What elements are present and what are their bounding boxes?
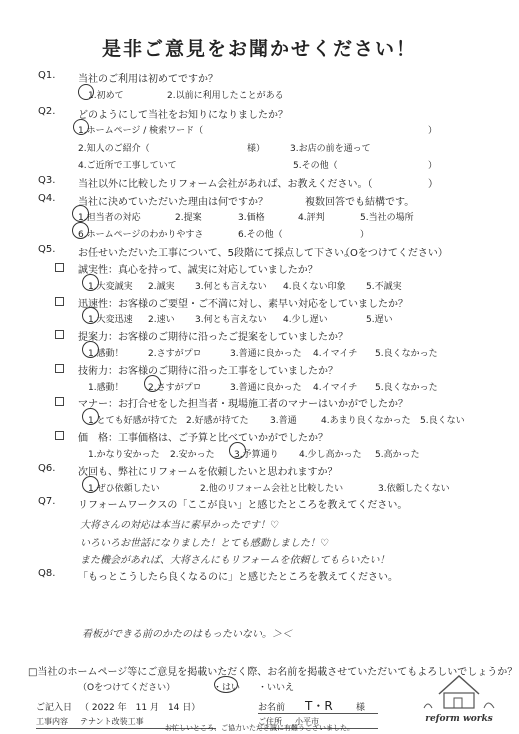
name-suffix: 様 — [356, 703, 366, 713]
name-underline — [258, 713, 378, 714]
q5-item-4-opt-3[interactable]: 3.普通に良かった — [230, 383, 302, 393]
q4-option-7[interactable]: 6.その他（ — [238, 230, 283, 240]
date-value[interactable]: （ 2022 年 11 月 14 日） — [80, 703, 201, 713]
q5-item-3-opt-2[interactable]: 2.さすがプロ — [148, 349, 202, 359]
q5-item-2-opt-1[interactable]: 1.大変迅速 — [88, 315, 133, 325]
selection-circle — [82, 307, 99, 324]
q5-item-6-opt-3[interactable]: 3.予算通り — [234, 450, 279, 460]
logo-text: reform works — [425, 714, 493, 724]
q5-text: お任せいただいた工事について、5段階にて採点して下さい。 — [78, 248, 354, 259]
q6-text: 次回も、弊社にリフォームを依頼したいと思われますか？ — [78, 467, 338, 478]
q2-text: どのようにして当社をお知りになりましたか？ — [78, 110, 288, 121]
q5-item-4-opt-4[interactable]: 4.イマイチ — [313, 383, 358, 393]
q7-text: リフォームワークスの「ここが良い」と感じたところを教えてください。 — [78, 500, 408, 511]
q4-number: Q4. — [38, 193, 56, 204]
q4-option-3[interactable]: 3.価格 — [238, 213, 265, 223]
house-icon — [414, 672, 504, 710]
selection-circle — [72, 205, 89, 222]
reform-works-logo — [414, 672, 504, 724]
q2-option-1-close: ） — [428, 126, 438, 136]
q5-item-5-opt-4[interactable]: 4.あまり良くなかった — [321, 416, 411, 426]
q5-item-2-opt-4[interactable]: 4.少し遅い — [283, 315, 328, 325]
selection-circle — [213, 676, 241, 693]
q2-option-4[interactable]: 4.ご近所で工事していて — [78, 161, 177, 171]
footer-line-1: お忙しいところ、ご協力いただき誠に有難うございました。 — [165, 724, 354, 732]
selection-circle — [73, 119, 89, 135]
q5-item-1-opt-2[interactable]: 2.誠実 — [148, 282, 175, 292]
q5-item-3-question: 提案力：お客様のご期待に沿ったご提案をしていましたか？ — [78, 332, 348, 343]
q2-number: Q2. — [38, 106, 56, 117]
q5-item-5-question: マナー：お打合せをした担当者・現場施工者のマナーはいかがでしたか？ — [78, 399, 408, 410]
name-label: お名前 — [258, 703, 286, 713]
q4-option-1[interactable]: 1.担当者の対応 — [78, 213, 141, 223]
checkbox[interactable] — [55, 330, 64, 339]
q5-item-6-opt-4[interactable]: 4.少し高かった — [299, 450, 362, 460]
q2-option-5[interactable]: 5.その他（ — [293, 161, 338, 171]
checkbox[interactable] — [55, 397, 64, 406]
q5-item-1-question: 誠実性：真心を持って、誠実に対応していましたか？ — [78, 265, 318, 276]
q5-item-3-opt-4[interactable]: 4.イマイチ — [313, 349, 358, 359]
q5-item-2-question: 迅速性：お客様のご要望・ご不満に対し、素早い対応をしていましたか？ — [78, 299, 408, 310]
page-title: 是非ご意見をお聞かせください！ — [101, 38, 417, 60]
q6-option-2[interactable]: 2.他のリフォーム会社と比較したい — [200, 484, 344, 494]
q6-option-3[interactable]: 3.依頼したくない — [378, 484, 450, 494]
address-label: ご住所 — [258, 717, 282, 726]
consent-note: （Oをつけてください） — [78, 683, 176, 693]
q2-option-2-suffix: 様） — [247, 144, 266, 154]
selection-circle — [78, 84, 94, 100]
q5-item-5-opt-2[interactable]: 2.好感が持てた — [186, 416, 249, 426]
q5-item-2-opt-2[interactable]: 2.速い — [148, 315, 175, 325]
work-value[interactable]: テナント改装工事 — [80, 717, 144, 726]
q3-number: Q3. — [38, 175, 56, 186]
q5-note: （Oをつけてください） — [340, 248, 448, 259]
q5-item-4-opt-1[interactable]: 1.感動！ — [88, 383, 124, 393]
q4-option-7-close: ） — [360, 230, 370, 240]
q5-item-2-opt-5[interactable]: 5.遅い — [366, 315, 393, 325]
selection-circle — [82, 408, 99, 425]
q5-item-4-opt-5[interactable]: 5.良くなかった — [375, 383, 438, 393]
q5-item-2-opt-3[interactable]: 3.何とも言えない — [195, 315, 267, 325]
selection-circle — [72, 222, 89, 239]
q4-note: 複数回答でも結構です。 — [305, 197, 415, 208]
q1-option-2[interactable]: 2.以前に利用したことがある — [167, 91, 284, 101]
consent-question: □当社のホームページ等にご意見を掲載いただく際、お名前を掲載させていただいてもよろしいでしょうか？ — [28, 667, 518, 678]
q1-option-1[interactable]: 1.初めて — [88, 91, 124, 101]
q3-text: 当社以外に比較したリフォーム会社があれば、お教えください。（ — [78, 179, 373, 190]
q1-text: 当社のご利用は初めてですか？ — [78, 74, 218, 85]
q7-number: Q7. — [38, 496, 56, 507]
q7-answer-line-3: また機会があれば、大将さんにもリフォームを依頼してもらいたい！ — [80, 555, 390, 566]
q7-answer-line-2: いろいろお世話になりました！とても感動しました！♡ — [80, 538, 329, 549]
q5-item-4-opt-2[interactable]: 2.さすがプロ — [148, 383, 202, 393]
q5-item-1-opt-5[interactable]: 5.不誠実 — [366, 282, 402, 292]
selection-circle — [82, 476, 99, 493]
q3-close: ） — [428, 179, 438, 190]
date-label: ご記入日 — [36, 703, 73, 713]
selection-circle — [82, 274, 99, 291]
q5-item-4-question: 技術力：お客様のご期待に沿った工事をしていましたか？ — [78, 366, 338, 377]
q5-item-5-opt-3[interactable]: 3.普通 — [270, 416, 297, 426]
q6-option-1[interactable]: 1.ぜひ依頼したい — [88, 484, 160, 494]
address-value[interactable]: 小平市 — [295, 717, 319, 726]
q8-text: 「もっとこうしたら良くなるのに」と感じたところを教えてください。 — [78, 572, 398, 583]
work-label: 工事内容 — [36, 717, 68, 726]
q5-item-1-opt-3[interactable]: 3.何とも言えない — [195, 282, 267, 292]
checkbox[interactable] — [55, 364, 64, 373]
checkbox[interactable] — [55, 297, 64, 306]
q5-item-1-opt-4[interactable]: 4.良くない印象 — [283, 282, 346, 292]
q6-number: Q6. — [38, 463, 56, 474]
q8-answer: 看板ができる前のかたのはもったいない。＞＜ — [82, 629, 292, 640]
q4-option-4[interactable]: 4.評判 — [298, 213, 325, 223]
q5-item-3-opt-1[interactable]: 1.感動！ — [88, 349, 124, 359]
q5-item-6-opt-1[interactable]: 1.かなり安かった — [88, 450, 160, 460]
q5-item-5-opt-5[interactable]: 5.良くない — [420, 416, 465, 426]
q2-option-2[interactable]: 2.知人のご紹介（ — [78, 144, 150, 154]
consent-no[interactable]: ・いいえ — [258, 683, 295, 693]
selection-circle — [144, 375, 161, 392]
q1-number: Q1. — [38, 70, 56, 81]
q5-item-1-opt-1[interactable]: 1.大変誠実 — [88, 282, 133, 292]
q2-option-1[interactable]: 1.ホームページ / 検索ワード（ — [78, 126, 204, 136]
checkbox[interactable] — [55, 263, 64, 272]
q5-item-3-opt-5[interactable]: 5.良くなかった — [375, 349, 438, 359]
q5-item-6-opt-5[interactable]: 5.高かった — [375, 450, 420, 460]
selection-circle — [82, 341, 99, 358]
q7-answer-line-1: 大将さんの対応は本当に素早かったです！♡ — [80, 520, 279, 531]
q5-item-6-question: 価 格：工事価格は、ご予算と比べていかがでしたか？ — [78, 433, 328, 444]
q2-option-5-close: ） — [428, 161, 438, 171]
q5-number: Q5. — [38, 244, 56, 255]
selection-circle — [229, 442, 246, 459]
q5-item-6-opt-2[interactable]: 2.安かった — [170, 450, 215, 460]
q5-item-5-opt-1[interactable]: 1.とても好感が持てた — [88, 416, 178, 426]
q4-option-6[interactable]: 6.ホームページのわかりやすさ — [78, 230, 204, 240]
q5-item-3-opt-3[interactable]: 3.普通に良かった — [230, 349, 302, 359]
q4-text: 当社に決めていただいた理由は何ですか？ — [78, 197, 268, 208]
q2-option-3[interactable]: 3.お店の前を通って — [290, 144, 371, 154]
name-value[interactable]: T・R — [305, 699, 333, 713]
q4-option-5[interactable]: 5.当社の場所 — [360, 213, 414, 223]
q4-option-2[interactable]: 2.提案 — [175, 213, 202, 223]
consent-yes[interactable]: ・はい — [213, 683, 241, 693]
q8-number: Q8. — [38, 568, 56, 579]
checkbox[interactable] — [55, 431, 64, 440]
